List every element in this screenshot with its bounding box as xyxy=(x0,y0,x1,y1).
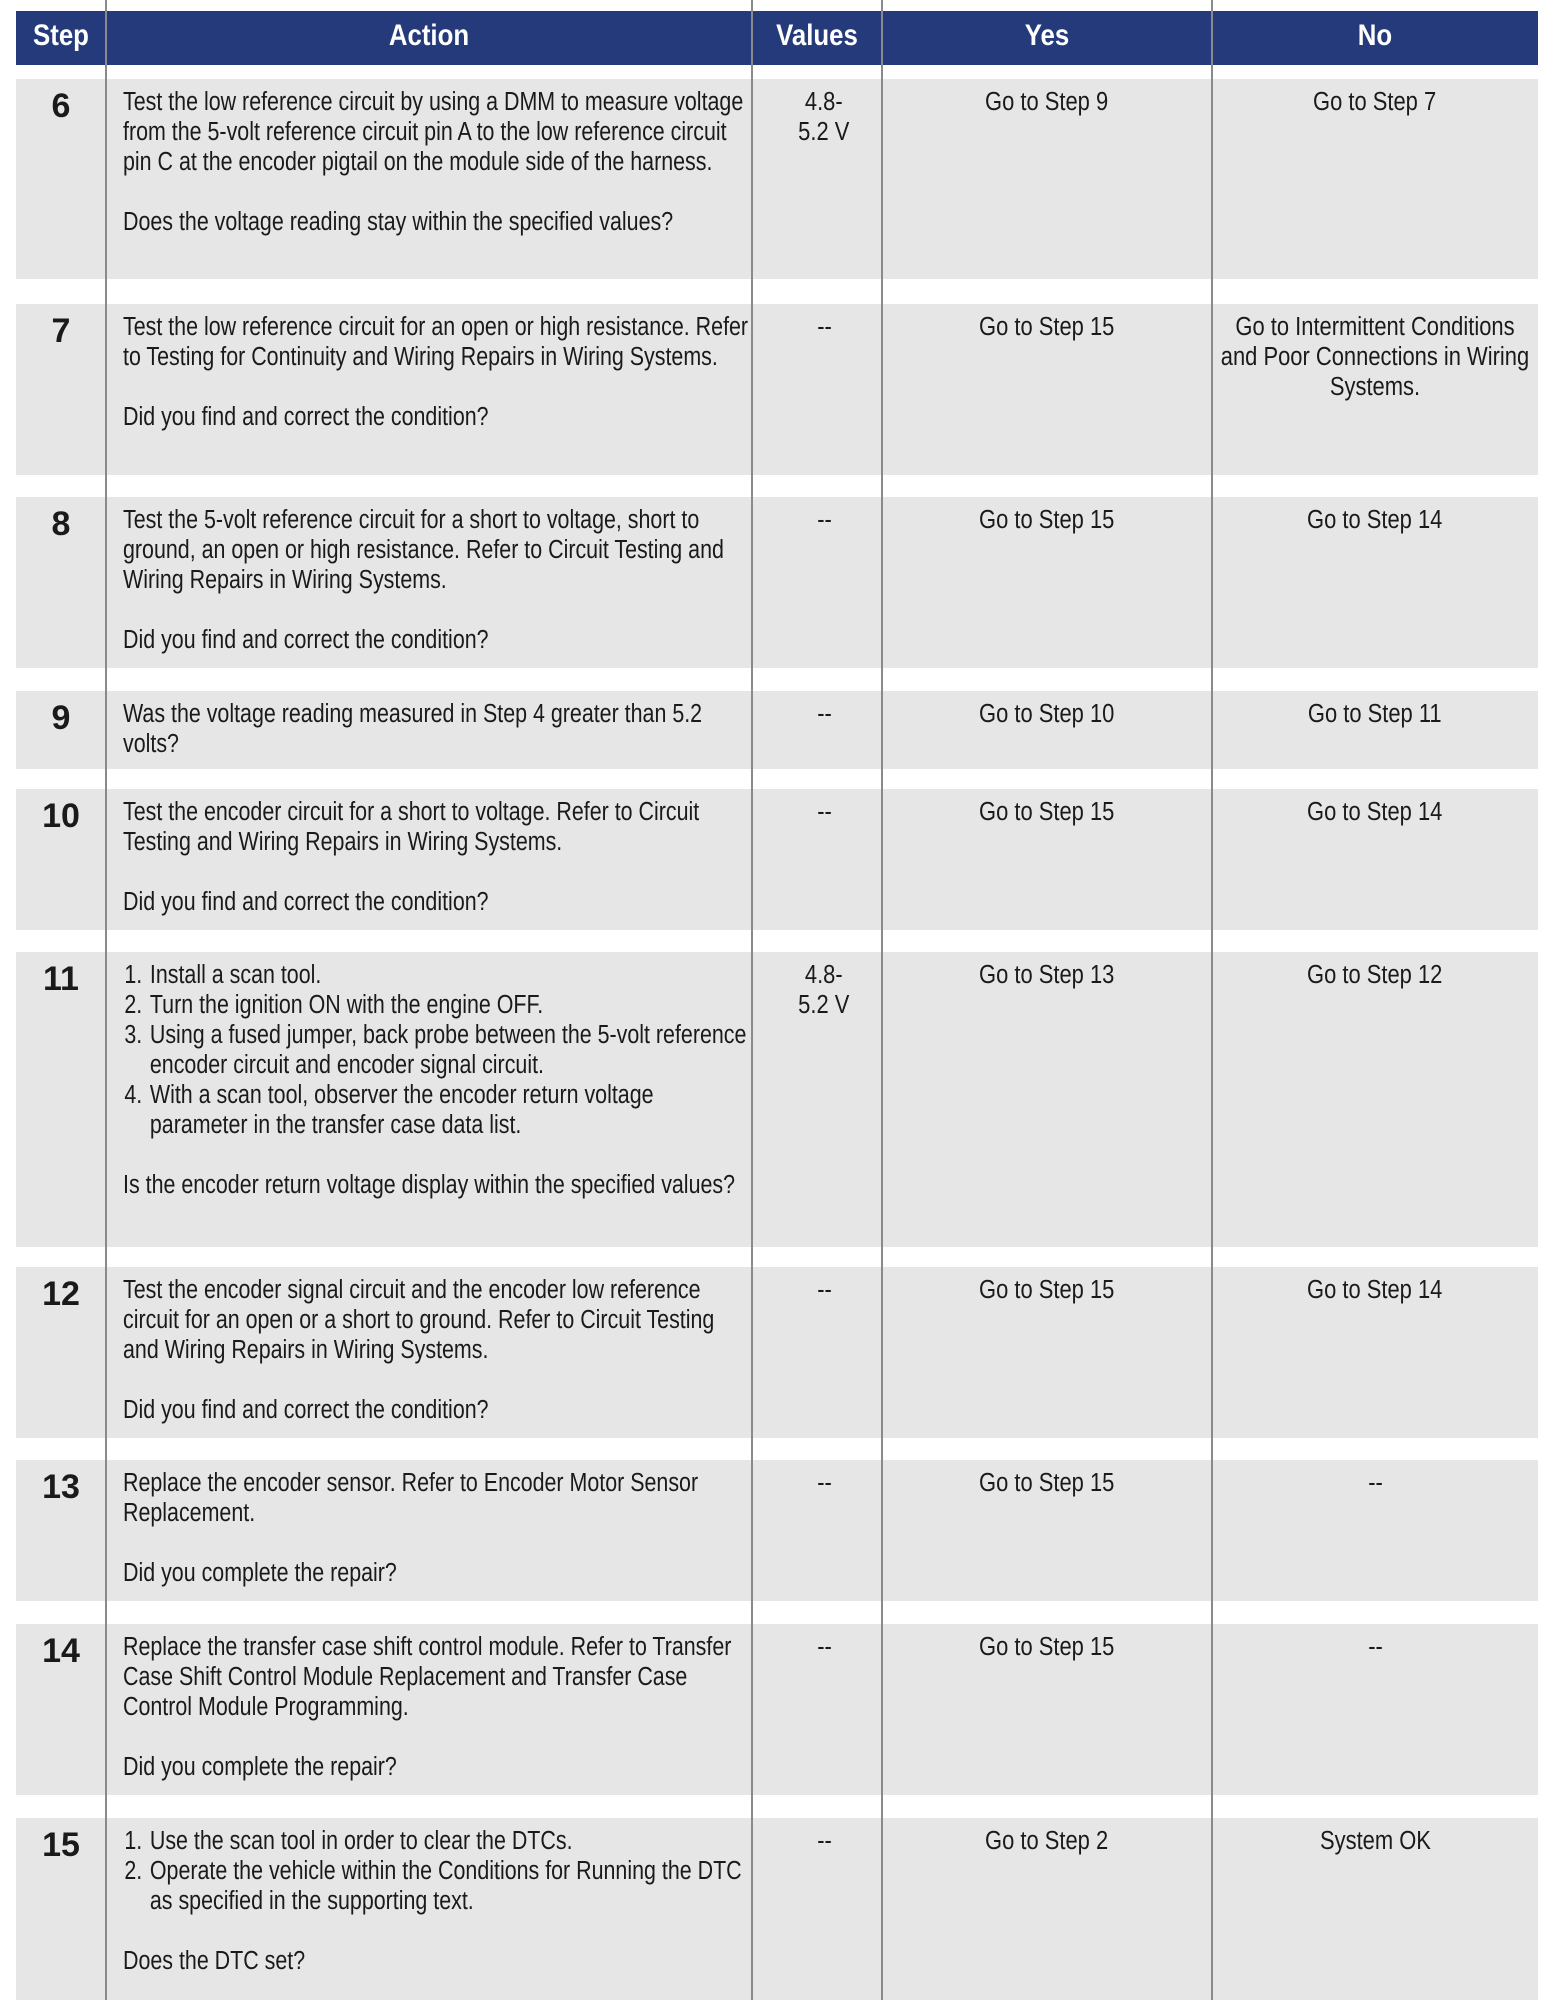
yes-link[interactable]: Go to Step 15 xyxy=(979,1469,1115,1497)
no-cell xyxy=(1212,1826,1538,1856)
yes-cell xyxy=(882,1468,1212,1498)
action-text: Test the encoder circuit for a short to voltage. Refer to Circuit Testing and Wiring Repairs in Wiring Systems. xyxy=(123,798,700,856)
values-cell xyxy=(754,1632,894,1662)
action-text: Replace the encoder sensor. Refer to Encoder Motor Sensor Replacement. xyxy=(123,1469,699,1527)
yes-cell xyxy=(882,505,1212,535)
action-text: Test the low reference circuit for an open or high resistance. Refer to Testing for Continuity and Wiring Repairs in Wiring Systems. xyxy=(123,313,749,371)
action-cell xyxy=(123,960,763,1200)
action-question: Did you complete the repair? xyxy=(123,1753,397,1781)
step-number: 9 xyxy=(51,699,71,737)
table-row xyxy=(16,1267,1538,1438)
values-cell xyxy=(754,505,894,535)
action-question: Does the voltage reading stay within the specified values? xyxy=(123,208,674,236)
no-text: -- xyxy=(1367,1469,1383,1497)
no-cell xyxy=(1212,1468,1538,1498)
action-text: Replace the transfer case shift control module. Refer to Transfer Case Shift Control Module Replacement and Transfer Case Control Module Programming. xyxy=(123,1633,732,1721)
table-row xyxy=(16,79,1538,279)
action-steps-list xyxy=(123,960,755,1140)
yes-link[interactable]: Go to Step 13 xyxy=(979,961,1115,989)
table-header xyxy=(16,11,1538,65)
action-text: Test the 5-volt reference circuit for a short to voltage, short to ground, an open or high resistance. Refer to Circuit Testing and Wiring Repairs in Wiring Systems. xyxy=(123,506,724,594)
action-cell xyxy=(123,505,763,655)
list-item: 4. With a scan tool, observer the encoder return voltage parameter in the transfer case data list. xyxy=(148,1080,754,1140)
list-item: 2. Turn the ignition ON with the engine OFF. xyxy=(148,990,754,1020)
values-text: -- xyxy=(816,506,832,534)
no-link[interactable]: Go to Intermittent Conditions and Poor Connections in Wiring Systems. xyxy=(1220,313,1530,401)
values-cell xyxy=(754,1275,894,1305)
table-row xyxy=(16,1818,1538,2000)
yes-link[interactable]: Go to Step 15 xyxy=(979,506,1115,534)
no-link[interactable]: Go to Step 14 xyxy=(1307,1276,1443,1304)
action-text: Was the voltage reading measured in Step 4 greater than 5.2 volts? xyxy=(123,700,703,758)
table-row xyxy=(16,304,1538,475)
yes-cell xyxy=(882,960,1212,990)
action-question: Did you find and correct the condition? xyxy=(123,403,489,431)
step-number: 7 xyxy=(51,312,71,350)
no-link[interactable]: Go to Step 14 xyxy=(1307,798,1443,826)
values-cell xyxy=(754,699,894,729)
step-number: 14 xyxy=(42,1632,80,1670)
action-question: Is the encoder return voltage display within the specified values? xyxy=(123,1171,736,1199)
header-no: No xyxy=(1357,19,1393,52)
no-cell xyxy=(1212,1632,1538,1662)
action-question: Did you complete the repair? xyxy=(123,1559,397,1587)
column-divider xyxy=(1211,0,1213,2000)
yes-link[interactable]: Go to Step 15 xyxy=(979,1633,1115,1661)
values-text: 4.8- 5.2 V xyxy=(798,88,850,146)
step-number: 8 xyxy=(51,505,71,543)
values-cell xyxy=(754,1468,894,1498)
action-cell xyxy=(123,1275,763,1425)
action-question: Does the DTC set? xyxy=(123,1947,306,1975)
action-cell xyxy=(123,87,763,237)
action-steps-list xyxy=(123,1826,755,1916)
values-text: 4.8- 5.2 V xyxy=(798,961,850,1019)
list-item: 2. Operate the vehicle within the Conditions for Running the DTC as specified in the supporting text. xyxy=(148,1856,754,1916)
values-cell xyxy=(754,797,894,827)
no-cell xyxy=(1212,505,1538,535)
header-step: Step xyxy=(33,19,89,52)
no-cell xyxy=(1212,312,1538,402)
yes-cell xyxy=(882,87,1212,117)
list-item: 1. Use the scan tool in order to clear the DTCs. xyxy=(148,1826,754,1856)
yes-cell xyxy=(882,699,1212,729)
yes-link[interactable]: Go to Step 15 xyxy=(979,313,1115,341)
yes-cell xyxy=(882,1275,1212,1305)
step-number: 13 xyxy=(42,1468,80,1506)
action-cell xyxy=(123,1632,763,1782)
column-divider xyxy=(881,0,883,2000)
values-cell xyxy=(754,312,894,342)
table-row xyxy=(16,497,1538,668)
no-cell xyxy=(1212,87,1538,117)
no-text: System OK xyxy=(1319,1827,1431,1855)
column-divider xyxy=(751,0,753,2000)
header-action: Action xyxy=(388,19,470,52)
values-text: -- xyxy=(816,1827,832,1855)
no-link[interactable]: Go to Step 11 xyxy=(1308,700,1442,728)
no-cell xyxy=(1212,699,1538,729)
values-cell xyxy=(754,960,894,1020)
no-cell xyxy=(1212,797,1538,827)
yes-link[interactable]: Go to Step 15 xyxy=(979,798,1115,826)
yes-cell xyxy=(882,797,1212,827)
action-cell xyxy=(123,1826,763,1976)
action-question: Did you find and correct the condition? xyxy=(123,1396,489,1424)
yes-link[interactable]: Go to Step 15 xyxy=(979,1276,1115,1304)
action-text: Test the encoder signal circuit and the encoder low reference circuit for an open or a short to ground. Refer to Circuit Testing and Wiring Repairs in Wiring Systems. xyxy=(123,1276,715,1364)
column-divider xyxy=(105,0,107,2000)
action-cell xyxy=(123,1468,763,1588)
yes-cell xyxy=(882,1826,1212,1856)
action-cell xyxy=(123,797,763,917)
values-text: -- xyxy=(816,313,832,341)
action-question: Did you find and correct the condition? xyxy=(123,626,489,654)
no-text: -- xyxy=(1367,1633,1383,1661)
values-cell xyxy=(754,87,894,147)
action-cell xyxy=(123,699,763,759)
table-row xyxy=(16,952,1538,1247)
yes-cell xyxy=(882,312,1212,342)
header-yes: Yes xyxy=(1024,19,1070,52)
table-row xyxy=(16,691,1538,769)
yes-link[interactable]: Go to Step 2 xyxy=(985,1827,1109,1855)
action-cell xyxy=(123,312,763,432)
no-link[interactable]: Go to Step 7 xyxy=(1313,88,1437,116)
header-values: Values xyxy=(776,19,858,52)
list-item: 3. Using a fused jumper, back probe between the 5-volt reference encoder circuit and encoder signal circuit. xyxy=(148,1020,754,1080)
table-row xyxy=(16,1460,1538,1601)
action-question: Did you find and correct the condition? xyxy=(123,888,489,916)
yes-cell xyxy=(882,1632,1212,1662)
values-text: -- xyxy=(816,1469,832,1497)
step-number: 11 xyxy=(43,960,79,998)
yes-link[interactable]: Go to Step 9 xyxy=(985,88,1109,116)
step-number: 6 xyxy=(51,87,71,125)
values-text: -- xyxy=(816,700,832,728)
step-number: 12 xyxy=(42,1275,80,1313)
values-text: -- xyxy=(816,798,832,826)
values-text: -- xyxy=(816,1633,832,1661)
table-row xyxy=(16,789,1538,930)
values-cell xyxy=(754,1826,894,1856)
action-text: Test the low reference circuit by using a DMM to measure voltage from the 5-volt reference circuit pin A to the low reference circuit pin C at the encoder pigtail on the module side of the harness. xyxy=(123,88,744,176)
no-cell xyxy=(1212,960,1538,990)
table-row xyxy=(16,1624,1538,1795)
no-link[interactable]: Go to Step 12 xyxy=(1307,961,1443,989)
no-link[interactable]: Go to Step 14 xyxy=(1307,506,1443,534)
step-number: 15 xyxy=(42,1826,80,1864)
yes-link[interactable]: Go to Step 10 xyxy=(979,700,1115,728)
values-text: -- xyxy=(816,1276,832,1304)
no-cell xyxy=(1212,1275,1538,1305)
list-item: 1. Install a scan tool. xyxy=(148,960,754,990)
step-number: 10 xyxy=(42,797,80,835)
